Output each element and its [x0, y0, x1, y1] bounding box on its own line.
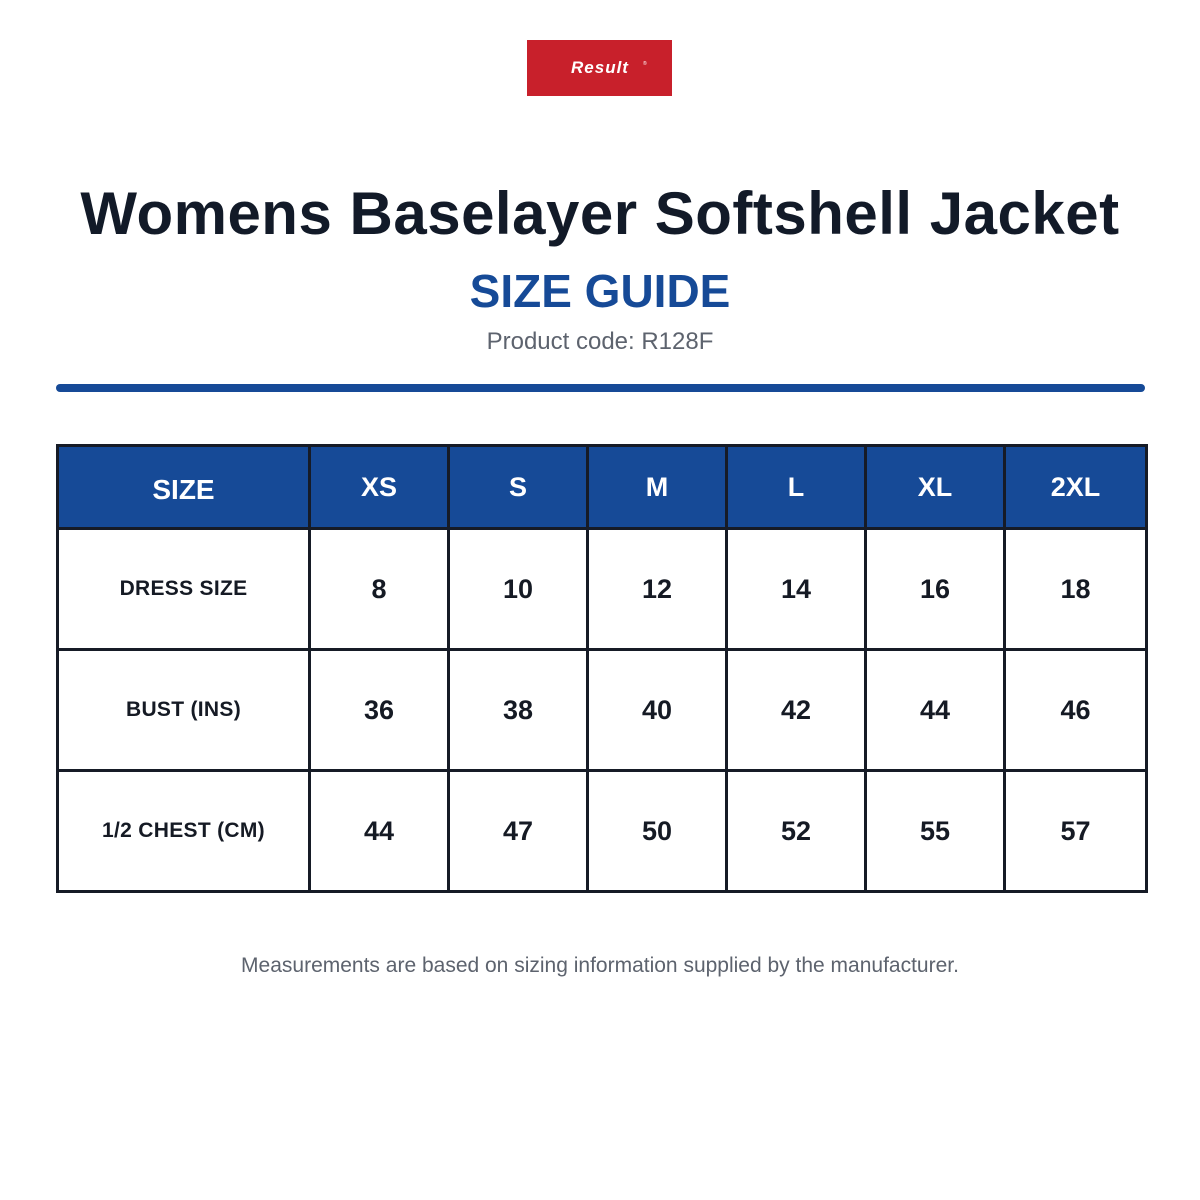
header-size-label: SIZE: [58, 446, 310, 529]
table-cell: 50: [588, 771, 727, 892]
table-cell: 46: [1005, 650, 1147, 771]
header-size-xs: XS: [310, 446, 449, 529]
footnote: Measurements are based on sizing information supplied by the manufacturer.: [241, 954, 959, 977]
row-label: 1/2 CHEST (CM): [58, 771, 310, 892]
table-cell: 57: [1005, 771, 1147, 892]
table-row-bust: [58, 650, 1147, 771]
table-cell: 55: [866, 771, 1005, 892]
header-size-xl: XL: [866, 446, 1005, 529]
table-cell: 47: [449, 771, 588, 892]
table-cell: 44: [866, 650, 1005, 771]
table-header-row: [58, 446, 1147, 529]
result-logo: [527, 40, 672, 96]
table-cell: 44: [310, 771, 449, 892]
divider: [56, 384, 1145, 392]
product-code: Product code: R128F: [486, 328, 714, 355]
size-table: [56, 444, 1148, 893]
row-label: BUST (INS): [58, 650, 310, 771]
page-title: Womens Baselayer Softshell Jacket: [80, 180, 1120, 247]
svg-text:®: ®: [642, 61, 647, 67]
header-size-m: M: [588, 446, 727, 529]
header-size-s: S: [449, 446, 588, 529]
table-cell: 16: [866, 529, 1005, 650]
table-cell: 8: [310, 529, 449, 650]
table-cell: 40: [588, 650, 727, 771]
table-cell: 38: [449, 650, 588, 771]
table-row-dress-size: [58, 529, 1147, 650]
svg-text:Result: Result: [570, 58, 629, 77]
table-cell: 36: [310, 650, 449, 771]
table-cell: 10: [449, 529, 588, 650]
table-cell: 12: [588, 529, 727, 650]
table-cell: 14: [727, 529, 866, 650]
page-subtitle: SIZE GUIDE: [469, 265, 731, 317]
table-cell: 42: [727, 650, 866, 771]
table-cell: 52: [727, 771, 866, 892]
table-row-half-chest: [58, 771, 1147, 892]
table-cell: 18: [1005, 529, 1147, 650]
result-logo-wordmark: [540, 56, 660, 80]
header-size-2xl: 2XL: [1005, 446, 1147, 529]
header-size-l: L: [727, 446, 866, 529]
row-label: DRESS SIZE: [58, 529, 310, 650]
